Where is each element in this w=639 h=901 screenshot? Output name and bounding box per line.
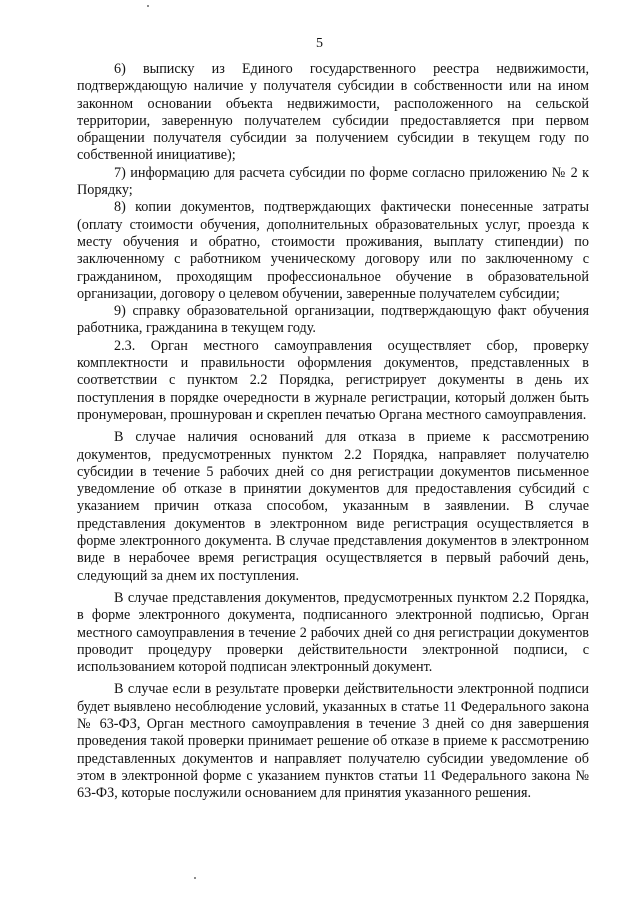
- paragraph-item-8: 8) копии документов, подтверждающих фактически понесенные затраты (оплату стоимости обучения, дополнительных образовательных услуг, проезда к месту обучения и обратно, стоимости проживания, выплату стипендии) по заключенному с работником ученическому договору или по заключенному с гражданином, проходящим профессиональное обучение в образовательной организации, договору о целевом обучении, заверенные получателем субсидии;: [77, 199, 589, 302]
- paragraph-item-7: 7) информацию для расчета субсидии по форме согласно приложению № 2 к Порядку;: [77, 164, 589, 199]
- scan-speck-top: [147, 5, 149, 7]
- page-number: 5: [316, 36, 323, 51]
- scan-speck-bottom: [194, 877, 196, 879]
- document-body: [77, 61, 589, 802]
- paragraph-item-6: 6) выписку из Единого государственного реестра недвижимости, подтверждающую наличие у получателя субсидии в собственности или на ином законном основании объекта недвижимости, расположенного на сельской территории, заверенную получателем субсидии предоставляется при первом обращении получателя субсидии за получением субсидии в текущем году по собственной инициативе);: [77, 61, 589, 164]
- paragraph-section-2-3: 2.3. Орган местного самоуправления осуществляет сбор, проверку комплектности и правильности оформления документов, представленных в соответствии с пунктом 2.2 Порядка, регистрирует документы в день их поступления в порядке очередности в журнале регистрации, который должен быть пронумерован, прошнурован и скреплен печатью Органа местного самоуправления.: [77, 337, 589, 423]
- paragraph-electronic-signature-check: В случае представления документов, предусмотренных пунктом 2.2 Порядка, в форме электронного документа, подписанного электронной подписью, Орган местного самоуправления в течение 2 рабочих дней со дня регистрации документов проводит процедуру проверки действительности электронной подписи, с использованием которой подписан электронный документ.: [77, 589, 589, 676]
- paragraph-refusal-grounds: В случае наличия оснований для отказа в приеме к рассмотрению документов, предусмотренных пунктом 2.2 Порядка, направляет получателю субсидии в течение 5 рабочих дней со дня регистрации документов письменное уведомление об отказе в принятии документов для предоставления субсидий с указанием причин отказа способом, указанным в заявлении. В случае представления документов в электронном виде регистрация осуществляется в форме электронного документа. В случае представления документов в электронном виде в нерабочее время регистрация осуществляется в первый рабочий день, следующий за днем их поступления.: [77, 429, 589, 584]
- paragraph-signature-violation: В случае если в результате проверки действительности электронной подписи будет выявлено несоблюдение условий, указанных в статье 11 Федерального закона № 63-ФЗ, Орган местного самоуправления в течение 3 дней со дня завершения проведения такой проверки принимает решение об отказе в приеме к рассмотрению представленных документов и направляет получателю субсидии уведомление об этом в электронной форме с указанием пунктов статьи 11 Федерального закона № 63-ФЗ, которые послужили основанием для принятия указанного решения.: [77, 681, 589, 802]
- paragraph-item-9: 9) справку образовательной организации, подтверждающую факт обучения работника, гражданина в текущем году.: [77, 303, 589, 337]
